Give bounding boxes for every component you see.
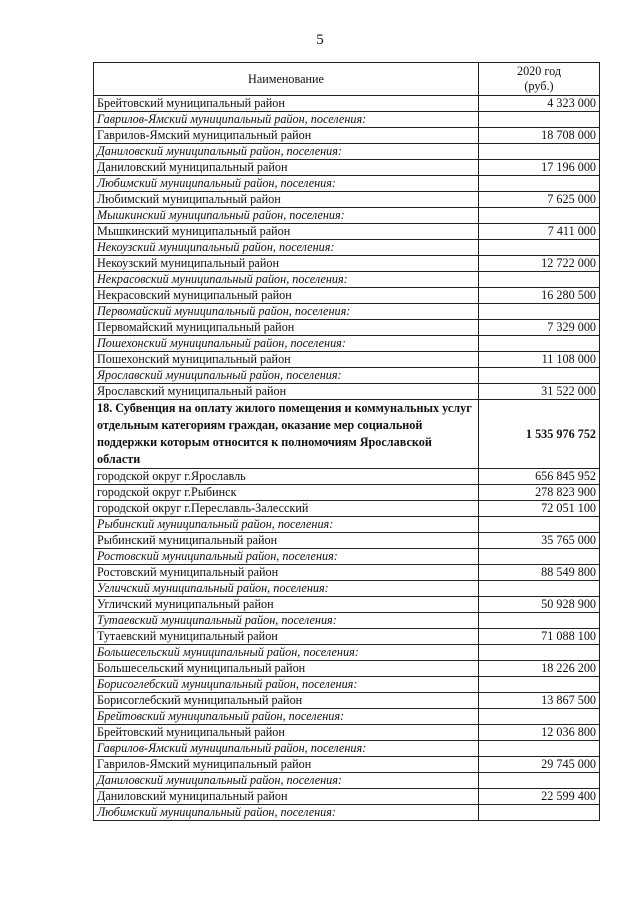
row-value (479, 176, 600, 192)
row-value (479, 368, 600, 384)
row-name: городской округ г.Рыбинск (94, 485, 479, 501)
subheader-row (94, 645, 600, 661)
row-value: 71 088 100 (479, 629, 600, 645)
row-name: Некоузский муниципальный район, поселения: (94, 240, 479, 256)
row-value: 7 625 000 (479, 192, 600, 208)
row-value (479, 517, 600, 533)
subheader-row (94, 741, 600, 757)
row-name: Даниловский муниципальный район, поселения: (94, 144, 479, 160)
row-value (479, 208, 600, 224)
row-value: 656 845 952 (479, 469, 600, 485)
table-row (94, 501, 600, 517)
row-name: Угличский муниципальный район (94, 597, 479, 613)
subheader-row (94, 144, 600, 160)
row-value: 88 549 800 (479, 565, 600, 581)
row-name: Некоузский муниципальный район (94, 256, 479, 272)
subheader-row (94, 176, 600, 192)
table-row (94, 789, 600, 805)
row-value: 50 928 900 (479, 597, 600, 613)
table-row (94, 597, 600, 613)
row-value (479, 677, 600, 693)
row-value: 11 108 000 (479, 352, 600, 368)
row-name: Брейтовский муниципальный район (94, 96, 479, 112)
table-row (94, 352, 600, 368)
row-name: Любимский муниципальный район, поселения: (94, 805, 479, 821)
table-row (94, 757, 600, 773)
budget-table (93, 62, 600, 821)
row-name: Рыбинский муниципальный район (94, 533, 479, 549)
row-name: городской округ г.Ярославль (94, 469, 479, 485)
row-value: 16 280 500 (479, 288, 600, 304)
row-value: 29 745 000 (479, 757, 600, 773)
subheader-row (94, 368, 600, 384)
row-value: 31 522 000 (479, 384, 600, 400)
row-value (479, 581, 600, 597)
row-name: Даниловский муниципальный район (94, 789, 479, 805)
subheader-row (94, 773, 600, 789)
row-value (479, 336, 600, 352)
row-value: 17 196 000 (479, 160, 600, 176)
row-name: Брейтовский муниципальный район, поселения: (94, 709, 479, 725)
row-value (479, 613, 600, 629)
subheader-row (94, 549, 600, 565)
row-name: Любимский муниципальный район (94, 192, 479, 208)
row-value (479, 112, 600, 128)
table-row (94, 256, 600, 272)
row-value (479, 709, 600, 725)
row-name: Гаврилов-Ямский муниципальный район (94, 757, 479, 773)
table-row (94, 160, 600, 176)
row-name: Ростовский муниципальный район (94, 565, 479, 581)
row-name: Мышкинский муниципальный район (94, 224, 479, 240)
row-value (479, 272, 600, 288)
row-value: 12 036 800 (479, 725, 600, 741)
row-value: 1 535 976 752 (479, 400, 600, 469)
row-value: 35 765 000 (479, 533, 600, 549)
table-row (94, 384, 600, 400)
table-row (94, 533, 600, 549)
row-name: 18. Субвенция на оплату жилого помещения и коммунальных услуг отдельным категориям граждан, оказание мер социальной поддержки которым относится к полномочиям Ярославской области (94, 400, 479, 469)
row-name: Пошехонский муниципальный район (94, 352, 479, 368)
row-value: 18 708 000 (479, 128, 600, 144)
column-header-unit: (руб.) (524, 79, 554, 93)
row-value: 12 722 000 (479, 256, 600, 272)
table-row (94, 485, 600, 501)
row-name: Борисоглебский муниципальный район (94, 693, 479, 709)
row-name: Мышкинский муниципальный район, поселения: (94, 208, 479, 224)
row-name: Большесельский муниципальный район, поселения: (94, 645, 479, 661)
row-value: 4 323 000 (479, 96, 600, 112)
row-value: 278 823 900 (479, 485, 600, 501)
row-name: Даниловский муниципальный район, поселения: (94, 773, 479, 789)
row-name: Тутаевский муниципальный район (94, 629, 479, 645)
row-name: Тутаевский муниципальный район, поселения: (94, 613, 479, 629)
row-name: Первомайский муниципальный район, поселения: (94, 304, 479, 320)
row-name: Ярославский муниципальный район (94, 384, 479, 400)
table-row (94, 725, 600, 741)
row-name: Рыбинский муниципальный район, поселения: (94, 517, 479, 533)
row-value: 7 411 000 (479, 224, 600, 240)
table-row (94, 288, 600, 304)
row-name: городской округ г.Переславль-Залесский (94, 501, 479, 517)
subheader-row (94, 272, 600, 288)
column-header-year (479, 63, 600, 96)
row-name: Большесельский муниципальный район (94, 661, 479, 677)
table-body (94, 96, 600, 821)
subheader-row (94, 336, 600, 352)
row-name: Борисоглебский муниципальный район, поселения: (94, 677, 479, 693)
subheader-row (94, 613, 600, 629)
table-row (94, 661, 600, 677)
row-name: Брейтовский муниципальный район (94, 725, 479, 741)
row-value (479, 144, 600, 160)
table-row (94, 128, 600, 144)
row-value (479, 805, 600, 821)
row-value (479, 304, 600, 320)
subheader-row (94, 240, 600, 256)
row-name: Гаврилов-Ямский муниципальный район, поселения: (94, 112, 479, 128)
subheader-row (94, 805, 600, 821)
subheader-row (94, 112, 600, 128)
subheader-row (94, 304, 600, 320)
row-name: Ярославский муниципальный район, поселения: (94, 368, 479, 384)
row-value: 22 599 400 (479, 789, 600, 805)
row-name: Угличский муниципальный район, поселения: (94, 581, 479, 597)
row-name: Гаврилов-Ямский муниципальный район, поселения: (94, 741, 479, 757)
row-value: 13 867 500 (479, 693, 600, 709)
subheader-row (94, 208, 600, 224)
row-value (479, 240, 600, 256)
table-row (94, 96, 600, 112)
row-value (479, 741, 600, 757)
row-value (479, 773, 600, 789)
table-row (94, 224, 600, 240)
subheader-row (94, 581, 600, 597)
section-row (94, 400, 600, 469)
row-name: Некрасовский муниципальный район, поселения: (94, 272, 479, 288)
table-row (94, 565, 600, 581)
row-name: Первомайский муниципальный район (94, 320, 479, 336)
table-header-row (94, 63, 600, 96)
table-row (94, 192, 600, 208)
table-row (94, 629, 600, 645)
subheader-row (94, 709, 600, 725)
page-number: 5 (316, 32, 324, 48)
row-name: Гаврилов-Ямский муниципальный район (94, 128, 479, 144)
column-header-year-label: 2020 год (516, 64, 562, 78)
table-row (94, 469, 600, 485)
row-value (479, 549, 600, 565)
row-value (479, 645, 600, 661)
row-name: Даниловский муниципальный район (94, 160, 479, 176)
row-value: 72 051 100 (479, 501, 600, 517)
row-name: Некрасовский муниципальный район (94, 288, 479, 304)
subheader-row (94, 677, 600, 693)
row-value: 7 329 000 (479, 320, 600, 336)
table-row (94, 693, 600, 709)
row-name: Любимский муниципальный район, поселения: (94, 176, 479, 192)
column-header-name: Наименование (94, 63, 479, 96)
row-value: 18 226 200 (479, 661, 600, 677)
subheader-row (94, 517, 600, 533)
table-row (94, 320, 600, 336)
row-name: Пошехонский муниципальный район, поселения: (94, 336, 479, 352)
row-name: Ростовский муниципальный район, поселения: (94, 549, 479, 565)
